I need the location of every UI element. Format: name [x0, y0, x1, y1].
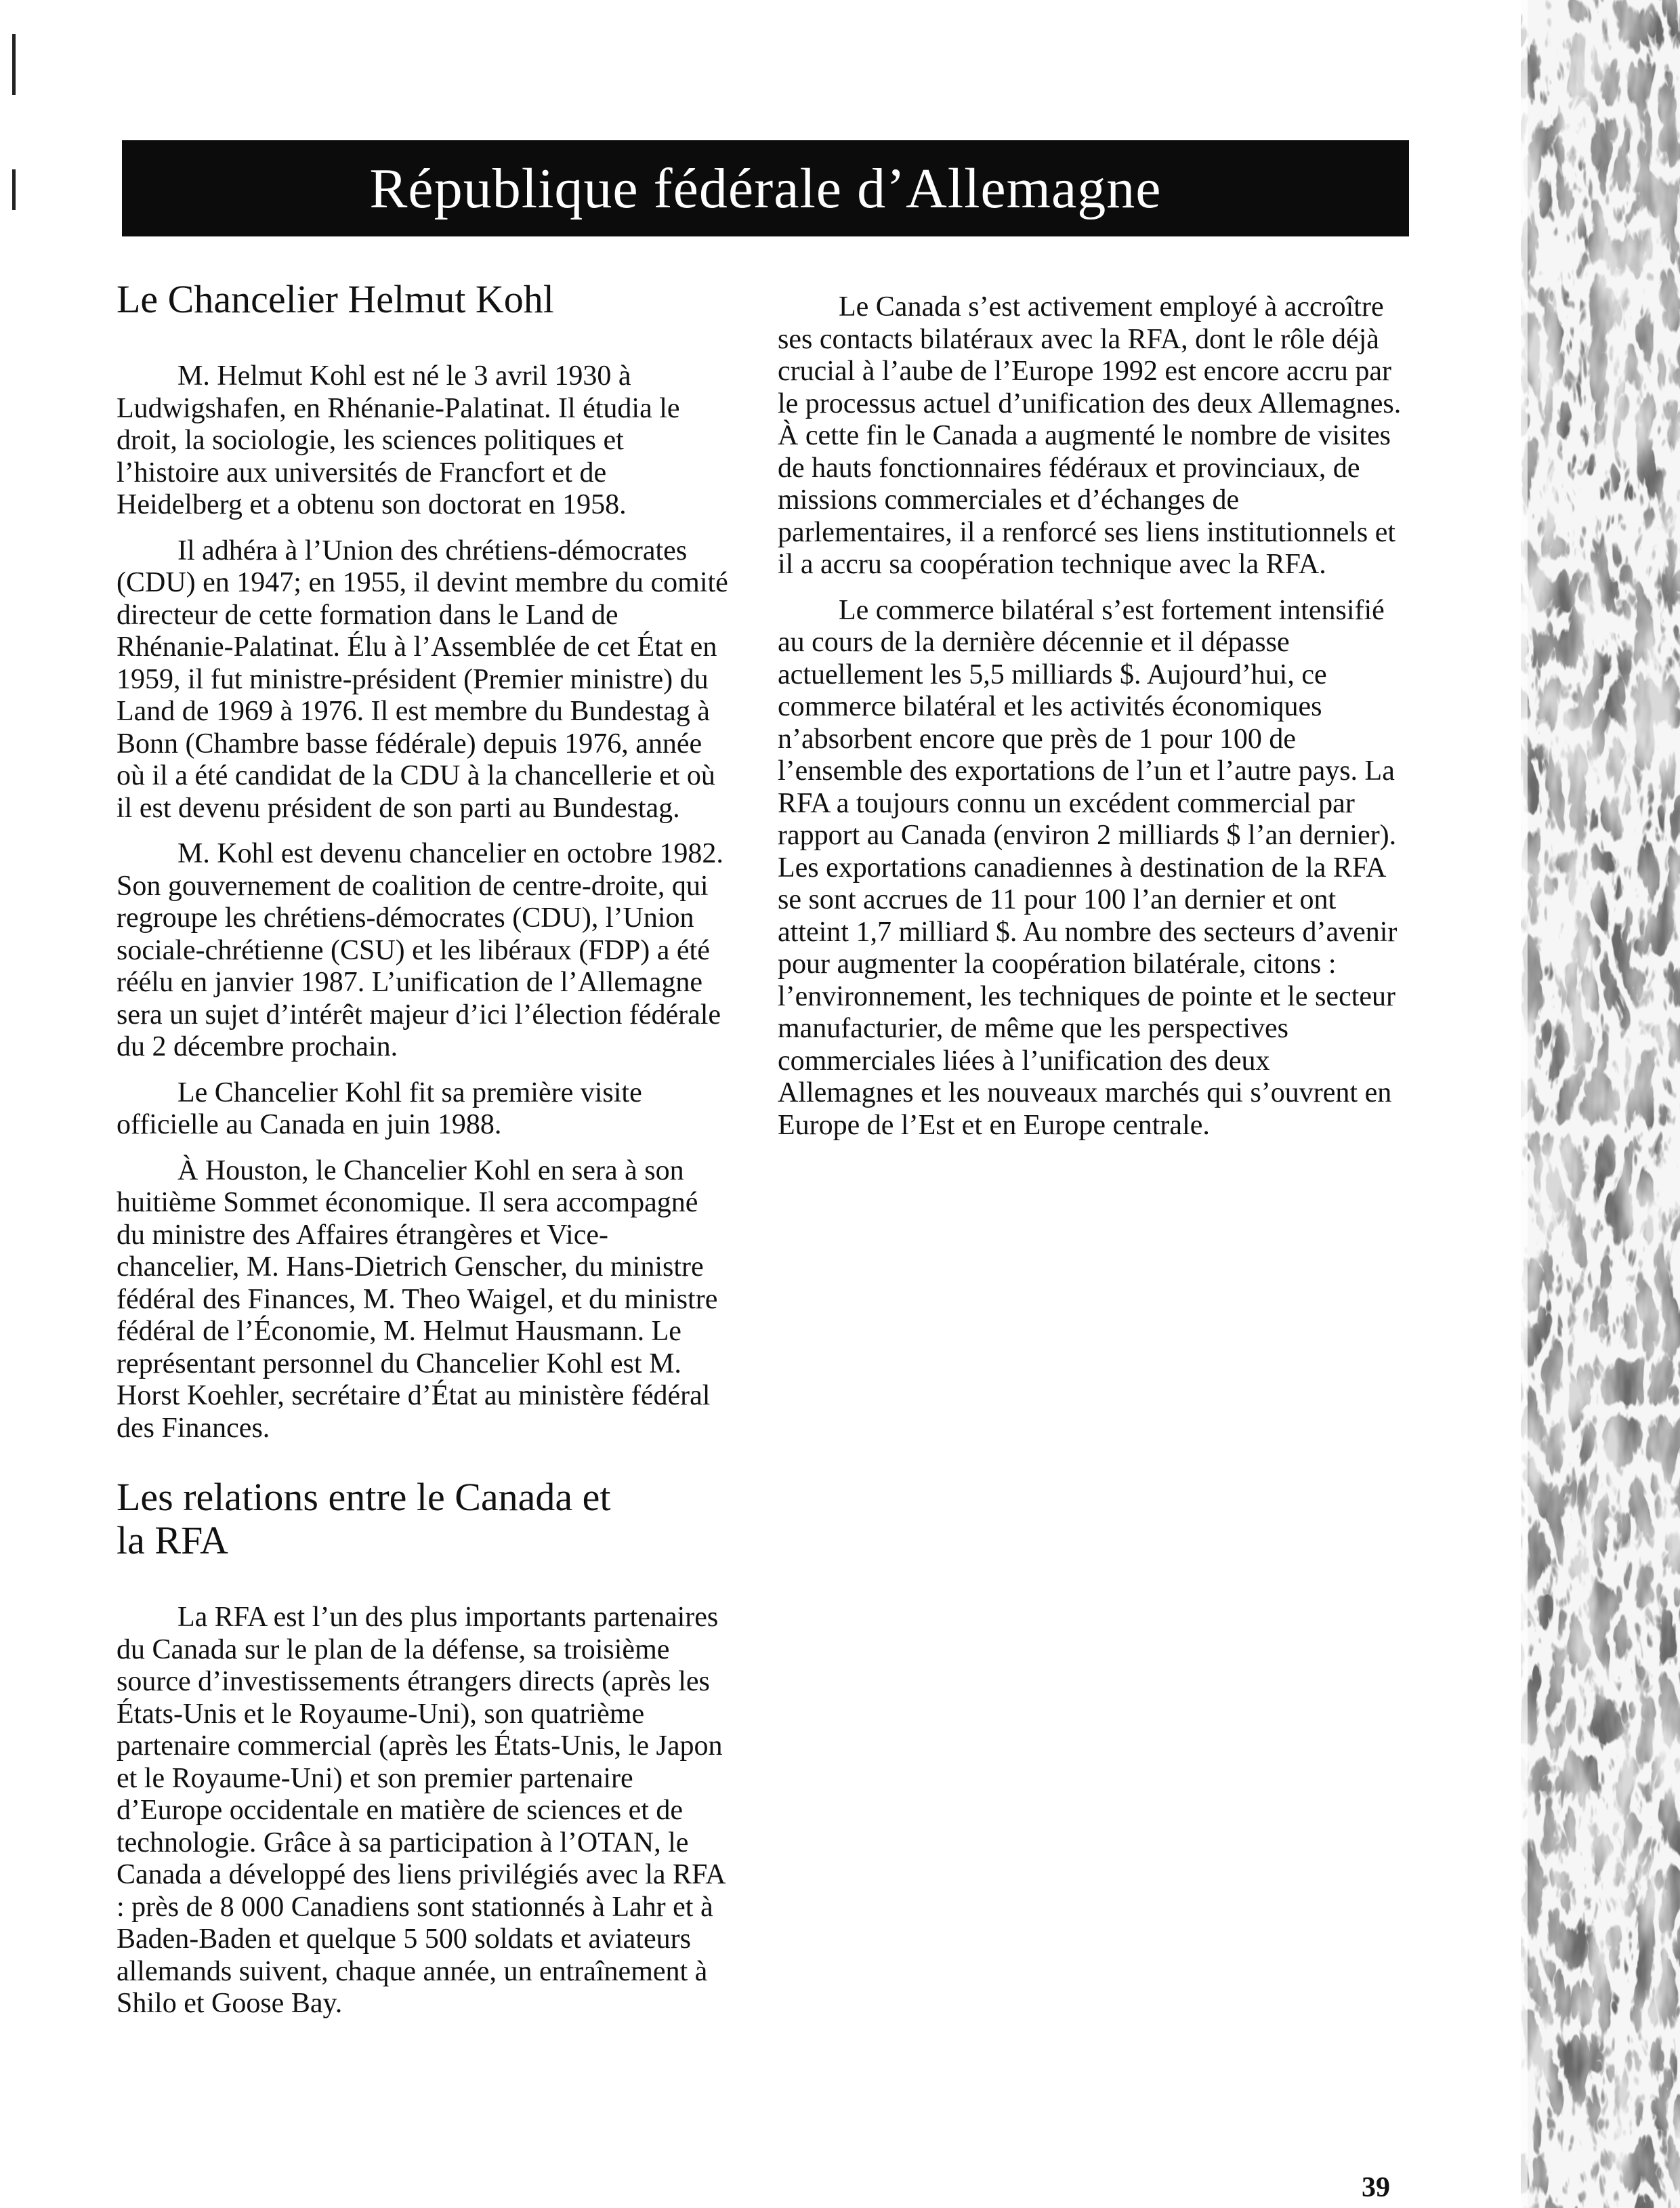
right-column	[778, 291, 1408, 1155]
kohl-paragraph-1: M. Helmut Kohl est né le 3 avril 1930 à Ludwigshafen, en Rhénanie-Palatinat. Il étudia le droit, la sociologie, les sciences politiques et l’histoire aux universités de Francfort et de Heidelberg et a obtenu son doctorat en 1958.	[117, 360, 680, 520]
kohl-paragraph-4: Le Chancelier Kohl fit sa première visite officielle au Canada en juin 1988.	[117, 1077, 642, 1140]
left-column	[117, 278, 730, 2034]
relations-section	[117, 1476, 730, 2020]
page-title: République fédérale d’Allemagne	[369, 157, 1162, 220]
section-heading-kohl: Le Chancelier Helmut Kohl	[117, 277, 554, 321]
kohl-paragraph-2: Il adhéra à l’Union des chrétiens-démocrates (CDU) en 1947; en 1955, il devint membre du comité directeur de cette formation dans le Land de Rhénanie-Palatinat. Élu à l’Assemblée de cet État en 1959, il fut ministre-président (Premier ministre) du Land de 1969 à 1976. Il est membre du Bundestag à Bonn (Chambre basse fédérale) depuis 1976, année où il a été candidat de la CDU à la chancellerie et où il est devenu président de son parti au Bundestag.	[117, 535, 728, 824]
kohl-paragraph-5: À Houston, le Chancelier Kohl en sera à son huitième Sommet économique. Il sera accompagné du ministre des Affaires étrangères et Vice-chancelier, M. Hans-Dietrich Genscher, du ministre fédéral des Finances, M. Theo Waigel, et du ministre fédéral de l’Économie, M. Helmut Hausmann. Le représentant personnel du Chancelier Kohl est M. Horst Koehler, secrétaire d’État au ministère fédéral des Finances.	[117, 1154, 718, 1444]
scan-edge-mark-top	[12, 34, 16, 95]
kohl-paragraph-3: M. Kohl est devenu chancelier en octobre 1982. Son gouvernement de coalition de centre-droite, qui regroupe les chrétiens-démocrates (CDU), l’Union sociale-chrétienne (CSU) et les libéraux (FDP) a été réélu en janvier 1987. L’unification de l’Allemagne sera un sujet d’intérêt majeur d’ici l’élection fédérale du 2 décembre prochain.	[117, 838, 723, 1062]
relations-paragraph-1: La RFA est l’un des plus importants partenaires du Canada sur le plan de la défense, sa troisième source d’investissements étrangers directs (après les États-Unis et le Royaume-Uni), son quatrième partenaire commercial (après les États-Unis, le Japon et le Royaume-Uni) et son premier partenaire d’Europe occidentale en matière de sciences et de technologie. Grâce à sa participation à l’OTAN, le Canada a développé des liens privilégiés avec la RFA : près de 8 000 Canadiens sont stationnés à Lahr et à Baden-Baden et quelque 5 500 soldats et aviateurs allemands suivent, chaque année, un entraînement à Shilo et Goose Bay.	[117, 1602, 725, 2019]
scan-edge-mark-middle	[12, 169, 16, 210]
right-paragraph-2: Le commerce bilatéral s’est fortement intensifié au cours de la dernière décennie et il dépasse actuellement les 5,5 milliards $. Aujourd’hui, ce commerce bilatéral et les activités économiques n’absorbent encore que près de 1 pour 100 de l’ensemble des exportations de l’un et l’autre pays. La RFA a toujours connu un excédent commercial par rapport au Canada (environ 2 milliards $ l’an dernier). Les exportations canadiennes à destination de la RFA se sont accrues de 11 pour 100 l’an dernier et ont atteint 1,7 milliard $. Au nombre des secteurs d’avenir pour augmenter la coopération bilatérale, citons : l’environnement, les techniques de pointe et le secteur manufacturier, de même que les perspectives commerciales liées à l’unification des deux Allemagnes et les nouveaux marchés qui s’ouvrent en Europe de l’Est et en Europe centrale.	[778, 594, 1398, 1141]
right-paragraph-1: Le Canada s’est activement employé à accroître ses contacts bilatéraux avec la RFA, dont le rôle déjà crucial à l’aube de l’Europe 1992 est encore accru par le processus actuel d’unification des deux Allemagnes. À cette fin le Canada a augmenté le nombre de visites de hauts fonctionnaires fédéraux et provinciaux, de missions commerciales et d’échanges de parlementaires, il a renforcé ses liens institutionnels et il a accru sa coopération technique avec la RFA.	[778, 291, 1402, 580]
section-heading-relations-line2: la RFA	[117, 1518, 228, 1562]
page-title-bar	[122, 140, 1409, 236]
page-number: 39	[1362, 2172, 1390, 2203]
decorative-marble-strip	[1521, 0, 1680, 2208]
section-heading-relations-line1: Les relations entre le Canada et	[117, 1475, 611, 1519]
